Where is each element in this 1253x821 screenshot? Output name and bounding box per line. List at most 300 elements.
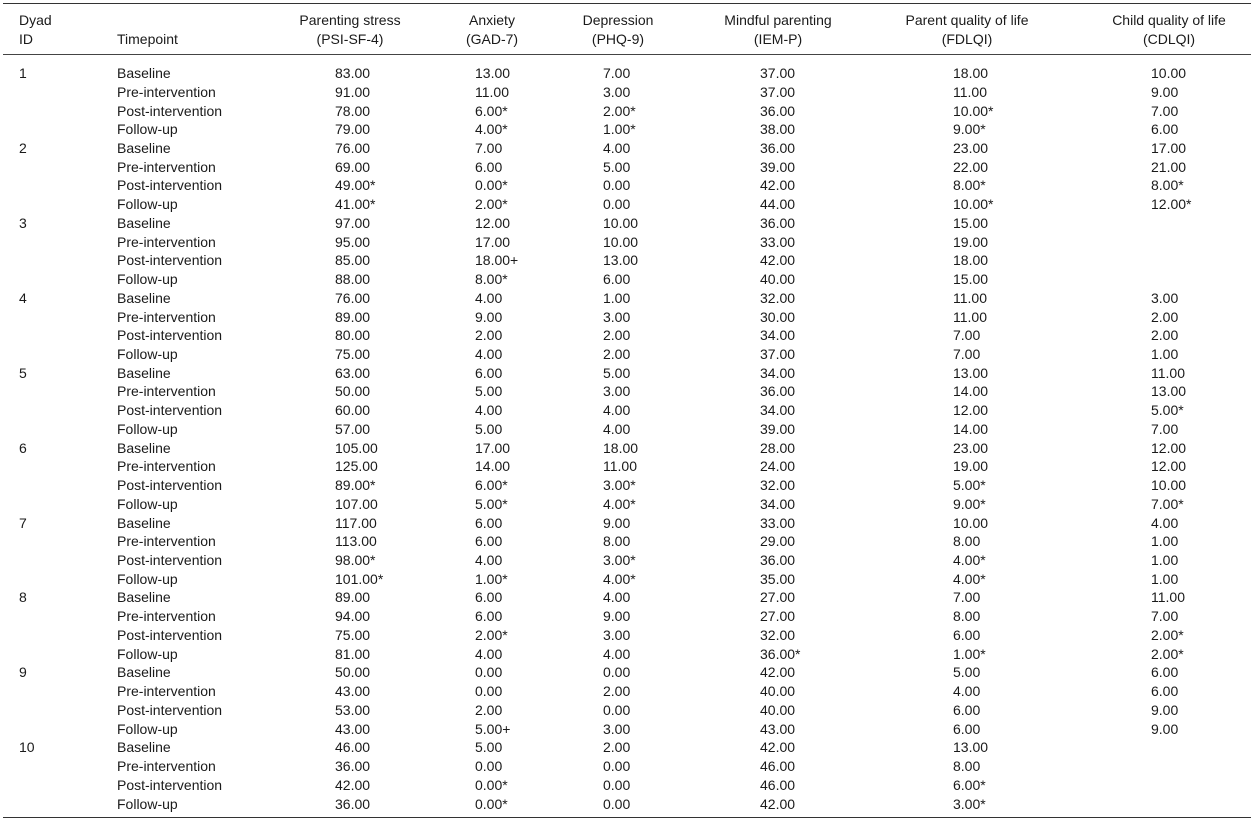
anxiety-cell: 4.00	[475, 552, 503, 568]
parenting-stress-cell: 43.00	[335, 720, 371, 737]
parenting-stress-cell: 36.00	[335, 795, 371, 812]
mindful-parenting-cell: 40.00	[760, 683, 796, 700]
timepoint-cell: Pre-intervention	[117, 758, 216, 774]
child-qol-cell: 12.00	[1151, 439, 1187, 456]
depression-cell: 4.00*	[603, 495, 636, 512]
table-row	[3, 251, 1251, 269]
table-row	[3, 457, 1251, 475]
anxiety-cell: 6.00	[475, 608, 503, 625]
child-qol-cell: 9.00	[1151, 720, 1179, 737]
table-row	[3, 83, 1251, 101]
parent-qol-cell: 8.00	[953, 608, 981, 625]
anxiety-cell: 2.00*	[475, 196, 508, 213]
child-qol-cell: 1.00	[1151, 570, 1179, 587]
child-qol-cell: 7.00	[1151, 420, 1179, 437]
anxiety-cell: 5.00*	[475, 495, 508, 512]
timepoint-cell: Baseline	[117, 289, 171, 306]
mindful-parenting-cell: 43.00	[760, 720, 796, 737]
parent-qol-cell: 14.00	[953, 420, 989, 437]
child-qol-cell: 2.00	[1151, 327, 1179, 344]
header-depression: Depression (PHQ-9)	[582, 12, 654, 47]
mindful-parenting-cell: 46.00	[760, 776, 796, 793]
timepoint-cell: Post-intervention	[117, 552, 223, 568]
child-qol-cell: 11.00	[1151, 589, 1185, 606]
anxiety-cell: 4.00	[475, 402, 503, 419]
header-dyad-id: Dyad ID	[19, 12, 52, 47]
child-qol-cell: 21.00	[1151, 158, 1187, 175]
anxiety-cell: 4.00	[475, 645, 503, 662]
timepoint-cell: Follow-up	[117, 495, 178, 512]
timepoint-cell: Pre-intervention	[117, 158, 216, 175]
parenting-stress-cell: 60.00	[335, 402, 371, 419]
anxiety-cell: 6.00	[475, 364, 503, 381]
anxiety-cell: 6.00	[475, 589, 503, 606]
parent-qol-cell: 15.00	[953, 214, 989, 231]
mindful-parenting-cell: 34.00	[760, 495, 796, 512]
timepoint-cell: Baseline	[117, 439, 171, 456]
mindful-parenting-cell: 39.00	[760, 420, 796, 437]
table-row	[3, 514, 1251, 532]
timepoint-cell: Post-intervention	[117, 477, 223, 494]
parent-qol-cell: 8.00	[953, 533, 981, 550]
depression-cell: 3.00*	[603, 552, 636, 568]
mindful-parenting-cell: 42.00	[760, 252, 796, 269]
anxiety-cell: 2.00	[475, 327, 503, 344]
parenting-stress-cell: 41.00*	[335, 196, 376, 213]
child-qol-cell: 6.00	[1151, 683, 1179, 700]
table-row	[3, 588, 1251, 606]
anxiety-cell: 13.00	[475, 65, 511, 81]
parenting-stress-cell: 43.00	[335, 683, 371, 700]
depression-cell: 2.00	[603, 345, 631, 362]
table-row	[3, 682, 1251, 700]
anxiety-cell: 7.00	[475, 139, 503, 156]
mindful-parenting-cell: 42.00	[760, 664, 796, 681]
child-qol-cell: 7.00	[1151, 102, 1179, 119]
parent-qol-cell: 18.00	[953, 65, 989, 81]
table-bottom-rule	[3, 817, 1251, 818]
parent-qol-cell: 8.00*	[953, 177, 986, 194]
parent-qol-cell: 5.00	[953, 664, 981, 681]
dyad-id-cell: 9	[19, 664, 27, 681]
anxiety-cell: 18.00+	[475, 252, 519, 269]
anxiety-cell: 6.00	[475, 158, 503, 175]
table-row	[3, 195, 1251, 213]
mindful-parenting-cell: 27.00	[760, 608, 796, 625]
parenting-stress-cell: 113.00	[335, 533, 377, 550]
mindful-parenting-cell: 32.00	[760, 477, 796, 494]
depression-cell: 0.00	[603, 701, 631, 718]
table-row	[3, 701, 1251, 719]
table-row	[3, 382, 1251, 400]
mindful-parenting-cell: 29.00	[760, 533, 796, 550]
depression-cell: 5.00	[603, 158, 631, 175]
parenting-stress-cell: 36.00	[335, 758, 371, 774]
parent-qol-cell: 15.00	[953, 271, 989, 287]
table-row	[3, 233, 1251, 251]
parenting-stress-cell: 42.00	[335, 776, 371, 793]
depression-cell: 1.00	[603, 289, 631, 306]
anxiety-cell: 0.00*	[475, 776, 508, 793]
depression-cell: 3.00	[603, 720, 631, 737]
child-qol-cell: 8.00*	[1151, 177, 1184, 194]
depression-cell: 4.00	[603, 645, 631, 662]
parent-qol-cell: 7.00	[953, 345, 981, 362]
parent-qol-cell: 19.00	[953, 233, 989, 250]
mindful-parenting-cell: 36.00	[760, 139, 796, 156]
table-row	[3, 551, 1251, 569]
mindful-parenting-cell: 30.00	[760, 308, 796, 325]
table-row	[3, 401, 1251, 419]
table-row	[3, 607, 1251, 625]
parent-qol-cell: 6.00	[953, 720, 981, 737]
data-table	[3, 3, 1251, 818]
parent-qol-cell: 11.00	[953, 308, 987, 325]
parent-qol-cell: 1.00*	[953, 645, 986, 662]
mindful-parenting-cell: 40.00	[760, 701, 796, 718]
table-row	[3, 308, 1251, 326]
depression-cell: 1.00*	[603, 121, 636, 138]
anxiety-cell: 9.00	[475, 308, 503, 325]
table-row	[3, 364, 1251, 382]
depression-cell: 2.00	[603, 327, 631, 344]
table-row	[3, 532, 1251, 550]
child-qol-cell: 4.00	[1151, 514, 1179, 531]
timepoint-cell: Baseline	[117, 139, 171, 156]
anxiety-cell: 6.00	[475, 514, 503, 531]
depression-cell: 2.00	[603, 739, 631, 756]
timepoint-cell: Baseline	[117, 65, 171, 81]
table-row	[3, 270, 1251, 288]
parent-qol-cell: 23.00	[953, 439, 989, 456]
depression-cell: 6.00	[603, 271, 631, 287]
timepoint-cell: Follow-up	[117, 420, 178, 437]
table-row	[3, 795, 1251, 813]
parenting-stress-cell: 89.00*	[335, 477, 376, 494]
anxiety-cell: 2.00	[475, 701, 503, 718]
mindful-parenting-cell: 32.00	[760, 626, 796, 643]
child-qol-cell: 12.00	[1151, 458, 1187, 475]
parenting-stress-cell: 98.00*	[335, 552, 376, 568]
child-qol-cell: 6.00	[1151, 664, 1179, 681]
anxiety-cell: 14.00	[475, 458, 511, 475]
header-child-quality-of-life: Child quality of life (CDLQI)	[1112, 12, 1226, 47]
depression-cell: 2.00*	[603, 102, 636, 119]
child-qol-cell: 13.00	[1151, 383, 1187, 400]
depression-cell: 8.00	[603, 533, 631, 550]
child-qol-cell: 9.00	[1151, 83, 1179, 100]
timepoint-cell: Baseline	[117, 214, 171, 231]
table-row	[3, 476, 1251, 494]
timepoint-cell: Pre-intervention	[117, 308, 216, 325]
parenting-stress-cell: 105.00	[335, 439, 378, 456]
depression-cell: 0.00	[603, 664, 631, 681]
anxiety-cell: 6.00	[475, 533, 503, 550]
parenting-stress-cell: 79.00	[335, 121, 371, 138]
anxiety-cell: 17.00	[475, 439, 511, 456]
depression-cell: 10.00	[603, 214, 639, 231]
timepoint-cell: Follow-up	[117, 720, 178, 737]
mindful-parenting-cell: 33.00	[760, 233, 796, 250]
anxiety-cell: 0.00	[475, 664, 503, 681]
parenting-stress-cell: 89.00	[335, 308, 371, 325]
depression-cell: 3.00	[603, 383, 631, 400]
child-qol-cell: 5.00*	[1151, 402, 1184, 419]
anxiety-cell: 4.00	[475, 289, 503, 306]
table-row	[3, 738, 1251, 756]
table-row	[3, 120, 1251, 138]
timepoint-cell: Baseline	[117, 739, 171, 756]
parenting-stress-cell: 125.00	[335, 458, 378, 475]
depression-cell: 7.00	[603, 65, 631, 81]
child-qol-cell: 10.00	[1151, 477, 1187, 494]
child-qol-cell: 1.00	[1151, 345, 1179, 362]
parenting-stress-cell: 85.00	[335, 252, 371, 269]
mindful-parenting-cell: 42.00	[760, 177, 796, 194]
parent-qol-cell: 3.00*	[953, 795, 986, 812]
parent-qol-cell: 10.00*	[953, 102, 994, 119]
parenting-stress-cell: 83.00	[335, 65, 371, 81]
parenting-stress-cell: 107.00	[335, 495, 378, 512]
timepoint-cell: Baseline	[117, 514, 171, 531]
parenting-stress-cell: 46.00	[335, 739, 371, 756]
dyad-id-cell: 8	[19, 589, 27, 606]
timepoint-cell: Follow-up	[117, 795, 178, 812]
header-rule	[3, 54, 1251, 55]
anxiety-cell: 0.00	[475, 758, 503, 774]
mindful-parenting-cell: 37.00	[760, 83, 796, 100]
anxiety-cell: 6.00*	[475, 102, 508, 119]
table-top-rule	[3, 3, 1251, 4]
timepoint-cell: Pre-intervention	[117, 458, 216, 475]
timepoint-cell: Post-intervention	[117, 102, 223, 119]
depression-cell: 9.00	[603, 514, 631, 531]
timepoint-cell: Pre-intervention	[117, 533, 216, 550]
anxiety-cell: 4.00	[475, 345, 503, 362]
child-qol-cell: 12.00*	[1151, 196, 1192, 213]
mindful-parenting-cell: 37.00	[760, 345, 796, 362]
header-parent-quality-of-life: Parent quality of life (FDLQI)	[905, 12, 1029, 47]
timepoint-cell: Pre-intervention	[117, 233, 216, 250]
mindful-parenting-cell: 46.00	[760, 758, 796, 774]
timepoint-cell: Baseline	[117, 589, 171, 606]
mindful-parenting-cell: 37.00	[760, 65, 796, 81]
mindful-parenting-cell: 34.00	[760, 364, 796, 381]
parenting-stress-cell: 75.00	[335, 626, 371, 643]
mindful-parenting-cell: 36.00*	[760, 645, 801, 662]
child-qol-cell: 11.00	[1151, 364, 1185, 381]
timepoint-cell: Pre-intervention	[117, 383, 216, 400]
depression-cell: 3.00	[603, 83, 631, 100]
depression-cell: 5.00	[603, 364, 631, 381]
parenting-stress-cell: 57.00	[335, 420, 371, 437]
parent-qol-cell: 11.00	[953, 83, 987, 100]
depression-cell: 9.00	[603, 608, 631, 625]
header-mindful-parenting: Mindful parenting (IEM-P)	[724, 12, 832, 47]
table-row	[3, 645, 1251, 663]
timepoint-cell: Pre-intervention	[117, 83, 216, 100]
timepoint-cell: Baseline	[117, 664, 171, 681]
depression-cell: 0.00	[603, 177, 631, 194]
timepoint-cell: Follow-up	[117, 271, 178, 287]
child-qol-cell: 2.00*	[1151, 645, 1184, 662]
timepoint-cell: Post-intervention	[117, 177, 223, 194]
parenting-stress-cell: 101.00*	[335, 570, 384, 587]
child-qol-cell: 2.00	[1151, 308, 1179, 325]
parenting-stress-cell: 95.00	[335, 233, 371, 250]
mindful-parenting-cell: 34.00	[760, 402, 796, 419]
header-timepoint: Timepoint	[117, 31, 178, 47]
anxiety-cell: 5.00	[475, 420, 503, 437]
depression-cell: 2.00	[603, 683, 631, 700]
depression-cell: 3.00	[603, 308, 631, 325]
table-row	[3, 64, 1251, 82]
table-row	[3, 289, 1251, 307]
anxiety-cell: 11.00	[475, 83, 509, 100]
table-row	[3, 139, 1251, 157]
parent-qol-cell: 10.00	[953, 514, 989, 531]
parenting-stress-cell: 117.00	[335, 514, 377, 531]
timepoint-cell: Pre-intervention	[117, 683, 216, 700]
parenting-stress-cell: 50.00	[335, 383, 371, 400]
mindful-parenting-cell: 36.00	[760, 214, 796, 231]
table-row	[3, 757, 1251, 775]
mindful-parenting-cell: 42.00	[760, 739, 796, 756]
timepoint-cell: Follow-up	[117, 121, 178, 138]
anxiety-cell: 8.00*	[475, 271, 508, 287]
depression-cell: 4.00	[603, 402, 631, 419]
table-row	[3, 570, 1251, 588]
anxiety-cell: 0.00	[475, 683, 503, 700]
parent-qol-cell: 7.00	[953, 327, 981, 344]
table-row	[3, 345, 1251, 363]
child-qol-cell: 10.00	[1151, 65, 1187, 81]
table-row	[3, 420, 1251, 438]
dyad-id-cell: 2	[19, 139, 27, 156]
anxiety-cell: 5.00	[475, 739, 503, 756]
anxiety-cell: 5.00+	[475, 720, 511, 737]
dyad-id-cell: 1	[19, 65, 27, 81]
mindful-parenting-cell: 44.00	[760, 196, 796, 213]
anxiety-cell: 5.00	[475, 383, 503, 400]
mindful-parenting-cell: 40.00	[760, 271, 796, 287]
parenting-stress-cell: 80.00	[335, 327, 371, 344]
timepoint-cell: Follow-up	[117, 345, 178, 362]
parent-qol-cell: 7.00	[953, 589, 981, 606]
child-qol-cell: 7.00*	[1151, 495, 1184, 512]
table-row	[3, 439, 1251, 457]
timepoint-cell: Post-intervention	[117, 701, 223, 718]
parent-qol-cell: 19.00	[953, 458, 989, 475]
table-row	[3, 495, 1251, 513]
child-qol-cell: 1.00	[1151, 533, 1179, 550]
timepoint-cell: Post-intervention	[117, 327, 223, 344]
depression-cell: 18.00	[603, 439, 639, 456]
mindful-parenting-cell: 36.00	[760, 552, 796, 568]
header-anxiety: Anxiety (GAD-7)	[465, 12, 519, 47]
dyad-id-cell: 3	[19, 214, 27, 231]
child-qol-cell: 6.00	[1151, 121, 1179, 138]
parenting-stress-cell: 78.00	[335, 102, 371, 119]
parent-qol-cell: 18.00	[953, 252, 989, 269]
table-row	[3, 214, 1251, 232]
parent-qol-cell: 4.00*	[953, 570, 986, 587]
depression-cell: 0.00	[603, 795, 631, 812]
parenting-stress-cell: 88.00	[335, 271, 371, 287]
timepoint-cell: Post-intervention	[117, 776, 223, 793]
mindful-parenting-cell: 34.00	[760, 327, 796, 344]
anxiety-cell: 0.00*	[475, 177, 508, 194]
timepoint-cell: Pre-intervention	[117, 608, 216, 625]
child-qol-cell: 3.00	[1151, 289, 1179, 306]
table-row	[3, 102, 1251, 120]
child-qol-cell: 1.00	[1151, 552, 1179, 568]
parent-qol-cell: 13.00	[953, 739, 989, 756]
depression-cell: 13.00	[603, 252, 639, 269]
depression-cell: 4.00	[603, 589, 631, 606]
table-row	[3, 776, 1251, 794]
anxiety-cell: 0.00*	[475, 795, 508, 812]
dyad-id-cell: 4	[19, 289, 27, 306]
child-qol-cell: 2.00*	[1151, 626, 1184, 643]
mindful-parenting-cell: 28.00	[760, 439, 796, 456]
child-qol-cell: 17.00	[1151, 139, 1187, 156]
timepoint-cell: Follow-up	[117, 196, 178, 213]
parent-qol-cell: 13.00	[953, 364, 989, 381]
parent-qol-cell: 6.00	[953, 626, 981, 643]
table-row	[3, 158, 1251, 176]
table-row	[3, 176, 1251, 194]
parent-qol-cell: 12.00	[953, 402, 989, 419]
mindful-parenting-cell: 36.00	[760, 102, 796, 119]
parent-qol-cell: 23.00	[953, 139, 989, 156]
timepoint-cell: Post-intervention	[117, 626, 223, 643]
mindful-parenting-cell: 38.00	[760, 121, 796, 138]
parent-qol-cell: 11.00	[953, 289, 987, 306]
parenting-stress-cell: 75.00	[335, 345, 371, 362]
parent-qol-cell: 6.00	[953, 701, 981, 718]
dyad-id-cell: 6	[19, 439, 27, 456]
parent-qol-cell: 8.00	[953, 758, 981, 774]
parent-qol-cell: 6.00*	[953, 776, 986, 793]
anxiety-cell: 12.00	[475, 214, 511, 231]
dyad-id-cell: 5	[19, 364, 27, 381]
child-qol-cell: 7.00	[1151, 608, 1179, 625]
anxiety-cell: 4.00*	[475, 121, 508, 138]
table-row	[3, 626, 1251, 644]
timepoint-cell: Baseline	[117, 364, 171, 381]
parenting-stress-cell: 81.00	[335, 645, 371, 662]
table-row	[3, 663, 1251, 681]
parent-qol-cell: 22.00	[953, 158, 989, 175]
parenting-stress-cell: 76.00	[335, 289, 371, 306]
depression-cell: 0.00	[603, 196, 631, 213]
anxiety-cell: 1.00*	[475, 570, 508, 587]
header-parenting-stress: Parenting stress (PSI-SF-4)	[299, 12, 401, 47]
mindful-parenting-cell: 33.00	[760, 514, 796, 531]
mindful-parenting-cell: 36.00	[760, 383, 796, 400]
timepoint-cell: Post-intervention	[117, 402, 223, 419]
parenting-stress-cell: 50.00	[335, 664, 371, 681]
parenting-stress-cell: 63.00	[335, 364, 371, 381]
mindful-parenting-cell: 39.00	[760, 158, 796, 175]
parenting-stress-cell: 94.00	[335, 608, 371, 625]
timepoint-cell: Post-intervention	[117, 252, 223, 269]
timepoint-cell: Follow-up	[117, 570, 178, 587]
child-qol-cell: 9.00	[1151, 701, 1179, 718]
parent-qol-cell: 5.00*	[953, 477, 986, 494]
mindful-parenting-cell: 42.00	[760, 795, 796, 812]
